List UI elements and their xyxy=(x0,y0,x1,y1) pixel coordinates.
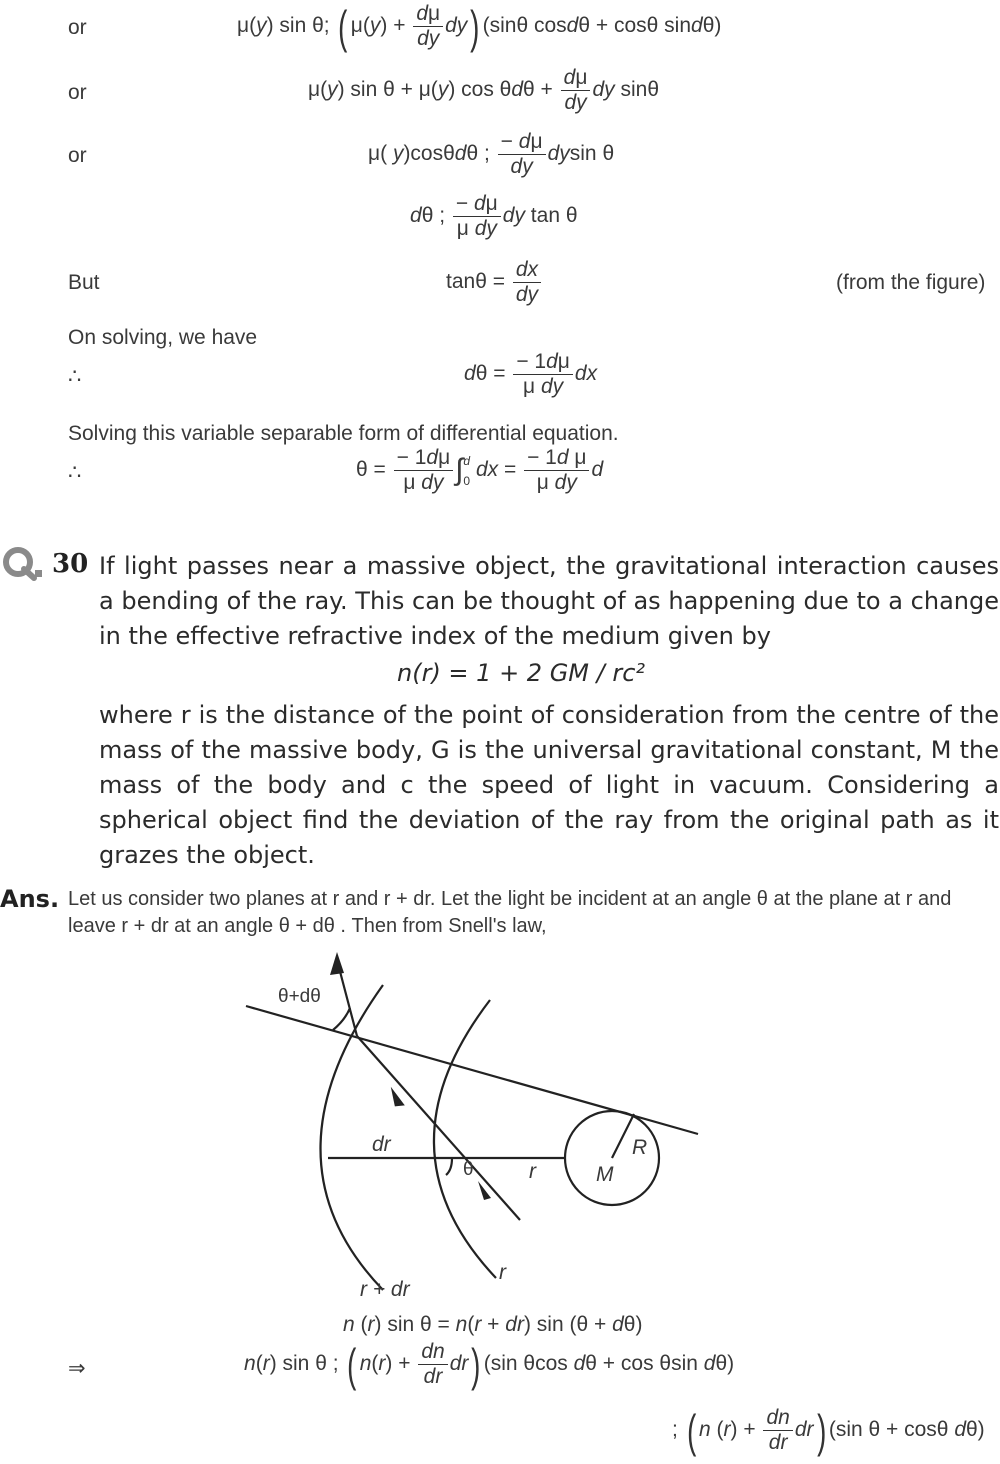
label-M: M xyxy=(596,1163,614,1186)
therefore-symbol-1: ∴ xyxy=(68,365,82,388)
angle-arc-theta xyxy=(446,1158,452,1175)
word-or-3: or xyxy=(68,144,87,167)
label-dr: dr xyxy=(372,1133,391,1156)
implies-symbol: ⇒ xyxy=(68,1357,86,1380)
arrow-outgoing xyxy=(330,952,344,975)
from-figure-note: (from the figure) xyxy=(836,271,986,294)
equation-approx: ; ( n (r) + $\frac{dn}{dr}$ dr) (sin θ + cosθ dθ) xyxy=(672,1404,985,1457)
word-but: But xyxy=(68,271,100,294)
equation-1: μ(y) sin θ; ( μ(y) + $\frac{d\mu}{dy}$ dy) (sinθ cosdθ + cosθ sindθ) xyxy=(237,0,722,53)
label-r-bottom: r xyxy=(499,1261,506,1284)
equation-6: dθ = $\frac{- 1d\mu}{\text{μ dy}}$ dx xyxy=(464,350,598,398)
formula-text: n(r) = 1 + 2 GM / rc² xyxy=(397,659,646,687)
equation-2: μ(y) sin θ + μ(y) cos θdθ + $\frac{d\mu}{dy}$ dy sinθ xyxy=(308,66,659,114)
snell-equation: n (r) sin θ = n(r + dr) sin (θ + dθ) xyxy=(343,1313,643,1336)
equation-expanded: n(r) sin θ ; ( n(r) + $\frac{dn}{dr}$ dr) (sin θcos dθ + cos θsin dθ) xyxy=(244,1338,735,1391)
question-text-1: If light passes near a massive object, the gravitational interaction causes a bending of the ray. This can be thought of as happening due to a change in the effective refractive index of the medium given by xyxy=(99,552,999,650)
angle-arc-top xyxy=(333,1008,350,1030)
label-r-mid: r xyxy=(529,1160,536,1183)
question-formula xyxy=(397,656,645,691)
word-or-2: or xyxy=(68,81,87,104)
arc-r xyxy=(434,1000,496,1278)
answer-label: Ans. xyxy=(0,885,60,913)
equation-5: tanθ = $\frac{dx}{dy}$ xyxy=(446,258,543,307)
solving-text: Solving this variable separable form of differential equation. xyxy=(68,422,619,445)
question-number: 30 xyxy=(52,549,89,579)
equation-3: μ( y)cosθdθ ; $\frac{- d\mu}{dy}$ dysin θ xyxy=(368,130,615,178)
snell-figure xyxy=(0,940,1000,1310)
q-dot xyxy=(35,570,42,577)
q-icon xyxy=(2,545,38,581)
equation-7: θ = $\frac{- 1d\mu}{\text{μ dy}}$ ∫d 0 dx = $\frac{\text{− 1d μ}}{\text{μ dy}}$ d xyxy=(356,446,604,494)
label-theta-dtheta: θ+dθ xyxy=(278,986,321,1007)
answer-text: Let us consider two planes at r and r + dr. Let the light be incident at an angle θ at the plane at r and leave r + dr at an angle θ + dθ . Then from Snell's law, xyxy=(68,888,952,937)
question-text-2: where r is the distance of the point of consideration from the centre of the mass of the massive body, G is the universal gravitational constant, M the mass of the body and c the speed of light in vacuum. Considering a spherical object find the deviation of the ray from the original path as it grazes the object. xyxy=(99,701,999,869)
ray-main xyxy=(357,1036,520,1220)
on-solving-text: On solving, we have xyxy=(68,326,258,349)
word-or-1: or xyxy=(68,16,87,39)
label-theta: θ xyxy=(463,1159,474,1180)
radius-R xyxy=(612,1114,634,1158)
equation-4: dθ ; $\frac{- d\mu}{\text{μ dy}}$ dy tan θ xyxy=(410,192,578,240)
therefore-symbol-2: ∴ xyxy=(68,461,82,484)
label-r-plus-dr: r + dr xyxy=(360,1278,410,1301)
label-R: R xyxy=(632,1136,648,1159)
